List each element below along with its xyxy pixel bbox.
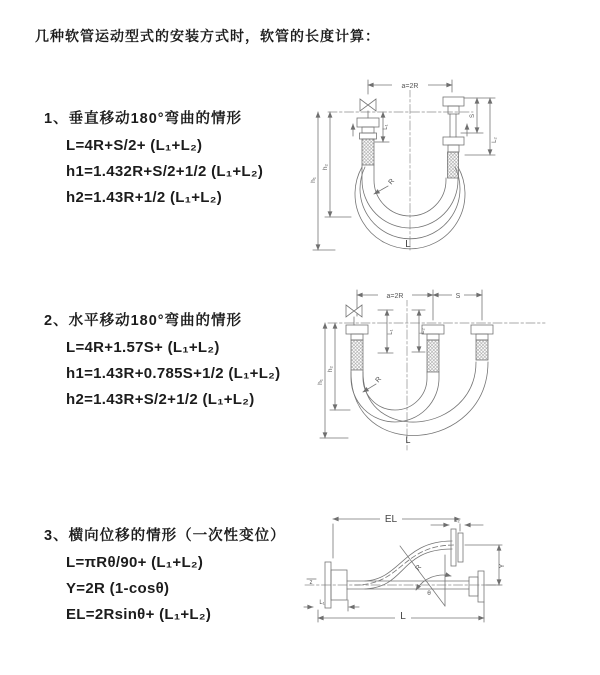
dim-label-l: L [400,611,406,622]
formula-line: L=4R+S/2+ (L₁+L₂) [66,137,203,154]
dim-label-y: Y [499,563,506,569]
radius-label: R [414,563,424,573]
diagram-vertical-180-bend [305,72,535,257]
section-horizontal-movement [44,312,280,408]
radius-label: R [387,177,397,187]
formula-line: h2=1.43R+1/2 (L₁+L₂) [66,189,223,206]
formula-line: L=4R+1.57S+ (L₁+L₂) [66,339,220,356]
formula-line: EL=2Rsinθ+ (L₁+L₂) [66,606,212,623]
angle-arc [416,575,451,590]
dim-label-h2: h₂ [327,365,334,373]
dim-label-l1: L₁ [383,124,389,130]
dim-label-l2: L₂ [454,518,460,524]
formula-line: h1=1.432R+S/2+1/2 (L₁+L₂) [66,163,264,180]
dim-label-l2: L₂ [492,137,498,143]
valve-icon [360,99,376,111]
flange-fitting [471,325,493,334]
flange-fitting [451,529,456,566]
formula-line: h1=1.43R+0.785S+1/2 (L₁+L₂) [66,365,281,382]
curved-hose-position [365,549,452,589]
braided-hose-section [476,340,488,360]
flange-fitting [346,325,368,334]
dim-label-h1: h₁ [310,177,317,183]
braided-hose-section [427,340,439,372]
dim-label-s: S [470,113,476,119]
formula-line: Y=2R (1-cosθ) [66,580,170,597]
valve-icon [346,305,362,317]
formula-line: L=πRθ/90+ (L₁+L₂) [66,554,204,571]
dim-label-l1: L₁ [319,600,325,606]
diagram-horizontal-180-bend [308,282,553,457]
length-label: L [405,239,411,250]
braided-hose-section [351,340,363,370]
flange-fitting [443,97,464,106]
flange-fitting [357,118,379,127]
flange-fitting [478,571,484,602]
angle-label: θ [427,590,431,597]
dim-label-l1: L₁ [388,329,394,335]
hose-drawing [304,519,502,622]
section-vertical-movement [44,110,263,206]
section-heading: 1、垂直移动180°弯曲的情形 [44,111,243,127]
page-title: 几种软管运动型式的安装方式时，软管的长度计算： [35,28,380,44]
hose-arc [363,362,476,422]
braided-hose-section [362,139,374,165]
dim-label-el: EL [384,514,398,525]
braided-hose-section [448,152,459,178]
section-lateral-displacement [44,527,286,623]
dim-label-a2r: a=2R [386,293,404,300]
section-heading: 3、横向位移的情形（一次性变位） [44,528,286,544]
section-heading: 2、水平移动180°弯曲的情形 [44,313,243,329]
dim-label-h1: h₁ [317,379,324,385]
curved-centerline [355,545,455,585]
dim-label-s: S [455,293,461,300]
radius-leader [374,186,388,194]
diagram-lateral-displacement [303,500,578,655]
radius-label: R [374,375,384,385]
formula-line: h2=1.43R+S/2+1/2 (L₁+L₂) [66,391,255,408]
dim-label-a2r: a=2R [401,83,419,90]
centerline-mark-label: z [309,580,313,586]
dim-label-l2: L₂ [420,328,426,334]
length-label: L [405,435,411,445]
hose-drawing [313,80,495,250]
hose-drawing [320,290,545,450]
dim-label-h2: h₂ [322,163,329,171]
